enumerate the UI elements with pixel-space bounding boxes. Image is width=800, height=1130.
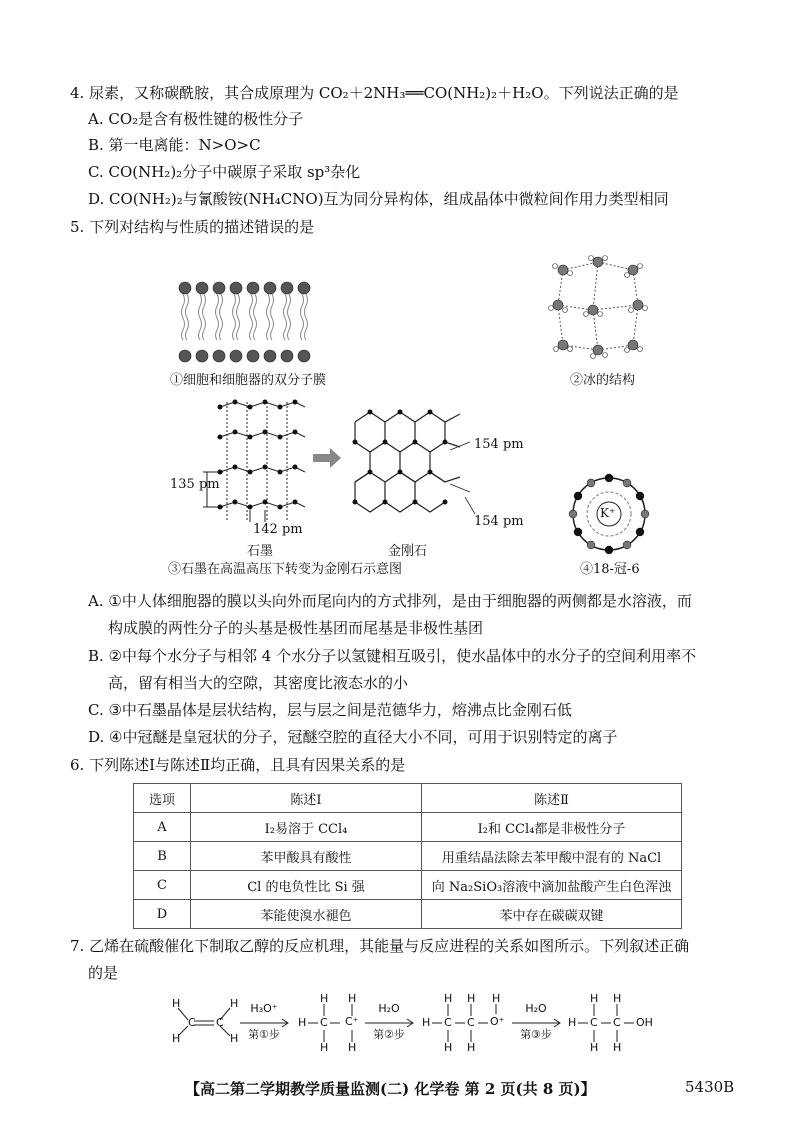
- q7-stem: 7. 乙烯在硫酸催化下制取乙醇的反应机理，其能量与反应进程的关系如图所示。下列叙述正确: [70, 937, 690, 955]
- atom-oh: OH: [636, 1016, 653, 1029]
- table-header-row: [134, 784, 682, 813]
- step-label: 第①步: [248, 1028, 280, 1041]
- ice-structure-figure: [543, 250, 663, 365]
- reagent-label: H₃O⁺: [250, 1002, 278, 1015]
- cell-statement-1: 苯能使溴水褪色: [191, 900, 422, 929]
- atom-h: H: [230, 997, 239, 1010]
- atom-c-plus: C⁺: [345, 1015, 359, 1028]
- cell-option: D: [134, 900, 191, 929]
- page-footer: 【高二第二学期教学质量监测(二) 化学卷 第 2 页(共 8 页)】: [185, 1080, 596, 1098]
- cell-statement-2: I₂和 CCl₄都是非极性分子: [422, 813, 682, 842]
- atom-h: H: [444, 1041, 453, 1054]
- atom-h: H: [467, 1041, 476, 1054]
- label-135pm: 135 pm: [170, 477, 220, 492]
- atom-c: C: [188, 1016, 196, 1029]
- cell-option: B: [134, 842, 191, 871]
- reagent-label: H₂O: [525, 1002, 547, 1015]
- atom-h: H: [613, 1041, 622, 1054]
- atom-c: C: [444, 1016, 452, 1029]
- atom-h: H: [298, 1016, 307, 1029]
- table-row: [134, 813, 682, 842]
- q5-option-c: C. ③中石墨晶体是层状结构，层与层之间是范德华力，熔沸点比金刚石低: [88, 701, 572, 719]
- atom-h: H: [492, 992, 501, 1005]
- q5-option-b: B. ②中每个水分子与相邻 4 个水分子以氢键相互吸引，使水晶体中的水分子的空间利用率不: [88, 647, 697, 665]
- graphite-diamond-figure: [165, 392, 505, 552]
- atom-h: H: [590, 992, 599, 1005]
- step-label: 第③步: [520, 1028, 552, 1041]
- table-row: [134, 900, 682, 929]
- atom-o-plus: O⁺: [490, 1015, 505, 1028]
- label-graphite: 石墨: [247, 544, 274, 559]
- header-statement-2: 陈述Ⅱ: [422, 784, 682, 813]
- atom-c: C: [216, 1016, 224, 1029]
- atom-h: H: [320, 1041, 329, 1054]
- atom-h: H: [348, 992, 357, 1005]
- atom-h: H: [422, 1016, 431, 1029]
- atom-h: H: [230, 1032, 239, 1045]
- atom-h: H: [172, 1032, 181, 1045]
- q5-option-b-cont: 高，留有相当大的空隙，其密度比液态水的小: [108, 674, 409, 692]
- step-label: 第②步: [373, 1028, 405, 1041]
- caption-ice: ②冰的结构: [570, 373, 636, 388]
- atom-h: H: [444, 992, 453, 1005]
- q6-table: [133, 783, 682, 929]
- cell-statement-1: 苯甲酸具有酸性: [191, 842, 422, 871]
- paper-code: 5430B: [685, 1078, 735, 1096]
- atom-h: H: [568, 1016, 577, 1029]
- cell-statement-2: 苯中存在碳碳双键: [422, 900, 682, 929]
- label-142pm: 142 pm: [253, 522, 303, 537]
- header-statement-1: 陈述Ⅰ: [191, 784, 422, 813]
- atom-h: H: [348, 1041, 357, 1054]
- atom-h: H: [467, 992, 476, 1005]
- atom-h: H: [590, 1041, 599, 1054]
- q7-stem-cont: 的是: [88, 964, 119, 982]
- q4-option-d: D. CO(NH₂)₂与氰酸铵(NH₄CNO)互为同分异构体，组成晶体中微粒间作用力类型相同: [88, 190, 669, 208]
- label-k-ion: K⁺: [600, 506, 616, 520]
- q5-stem: 5. 下列对结构与性质的描述错误的是: [70, 218, 315, 236]
- bilayer-membrane-figure: [175, 278, 325, 368]
- header-option: 选项: [134, 784, 191, 813]
- q5-option-a: A. ①中人体细胞器的膜以头向外而尾向内的方式排列，是由于细胞器的两侧都是水溶液，而: [88, 592, 692, 610]
- q6-stem: 6. 下列陈述Ⅰ与陈述Ⅱ均正确，且具有因果关系的是: [70, 756, 406, 774]
- label-154pm-top: 154 pm: [474, 437, 524, 452]
- atom-c: C: [467, 1016, 475, 1029]
- atom-h: H: [613, 992, 622, 1005]
- q5-option-d: D. ④中冠醚是皇冠状的分子，冠醚空腔的直径大小不同，可用于识别特定的离子: [88, 728, 618, 746]
- atom-c: C: [320, 1016, 328, 1029]
- cell-option: A: [134, 813, 191, 842]
- cell-statement-2: 向 Na₂SiO₃溶液中滴加盐酸产生白色浑浊: [422, 871, 682, 900]
- cell-statement-1: Cl 的电负性比 Si 强: [191, 871, 422, 900]
- atom-c: C: [613, 1016, 621, 1029]
- q4-option-a: A. CO₂是含有极性键的极性分子: [88, 110, 304, 128]
- cell-statement-2: 用重结晶法除去苯甲酸中混有的 NaCl: [422, 842, 682, 871]
- reagent-label: H₂O: [378, 1002, 400, 1015]
- q5-option-a-cont: 构成膜的两性分子的头基是极性基团而尾基是非极性基团: [108, 619, 484, 637]
- table-row: [134, 871, 682, 900]
- caption-graphite-diamond: ③石墨在高温高压下转变为金刚石示意图: [168, 562, 403, 577]
- cell-statement-1: I₂易溶于 CCl₄: [191, 813, 422, 842]
- label-diamond: 金刚石: [388, 544, 428, 559]
- caption-crown: ④18-冠-6: [580, 562, 640, 577]
- atom-h: H: [172, 997, 181, 1010]
- q4-stem: 4. 尿素，又称碳酰胺，其合成原理为 CO₂＋2NH₃══CO(NH₂)₂＋H₂O。下列说法正确的是: [70, 84, 679, 102]
- caption-membrane: ①细胞和细胞器的双分子膜: [170, 373, 327, 388]
- atom-c: C: [590, 1016, 598, 1029]
- atom-h: H: [320, 992, 329, 1005]
- cell-option: C: [134, 871, 191, 900]
- q4-option-c: C. CO(NH₂)₂分子中碳原子采取 sp³杂化: [88, 163, 361, 181]
- label-154pm-bottom: 154 pm: [474, 514, 524, 529]
- table-row: [134, 842, 682, 871]
- q4-option-b: B. 第一电离能：N>O>C: [88, 136, 261, 154]
